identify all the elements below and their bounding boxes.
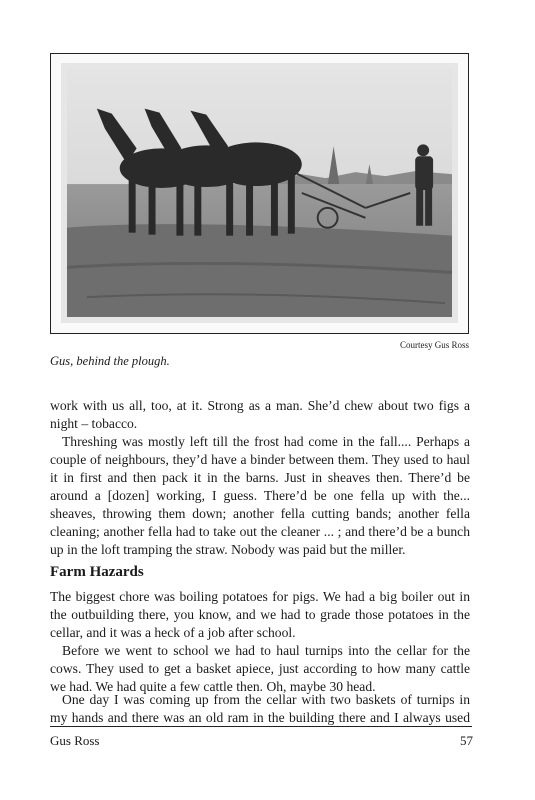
body-paragraph: One day I was coming up from the cellar with two baskets of turnips in my hands and there was an old ram in the building there and I always used xyxy=(50,692,470,725)
body-paragraph: Before we went to school we had to haul turnips into the cellar for the cows. They used to get a basket apiece, just according to how many cattle we had. We had quite a few cattle then. Oh, maybe 30 head. xyxy=(50,643,470,694)
photo-caption: Gus, behind the plough. xyxy=(50,354,170,368)
body-paragraph: The biggest chore was boiling potatoes for pigs. We had a big boiler out in the outbuilding there, you know, and we had to grade those potatoes in the cellar, and it was a heck of a job after school. xyxy=(50,589,470,640)
photo-credit: Courtesy Gus Ross xyxy=(399,340,469,350)
page-number: 57 xyxy=(460,733,473,748)
photo-frame xyxy=(50,53,469,334)
running-footer-author: Gus Ross xyxy=(50,733,100,748)
body-paragraph: work with us all, too, at it. Strong as a man. She’d chew about two figs a night – tobacco. xyxy=(50,398,470,431)
ploughing-photo-image xyxy=(67,69,452,317)
body-paragraph: Threshing was mostly left till the frost had come in the fall.... Perhaps a couple of neighbours, they’d have a binder between them. They used to haul it in first and then pack it in the barns. Just in sheaves then. There’d be around a [dozen] working, I guess. There’d be one fella up with the... sheaves, throwing them down; another fella cutting bands; another fella cleaning; another fella had to take out the cleaner ... ; and there’d be a bunch up in the loft tramping the straw. Nobody was paid but the miller. xyxy=(50,434,470,557)
photo-mat xyxy=(61,63,458,323)
ploughing-photo xyxy=(67,69,452,317)
section-heading: Farm Hazards xyxy=(50,564,144,580)
footer-rule xyxy=(50,726,472,727)
